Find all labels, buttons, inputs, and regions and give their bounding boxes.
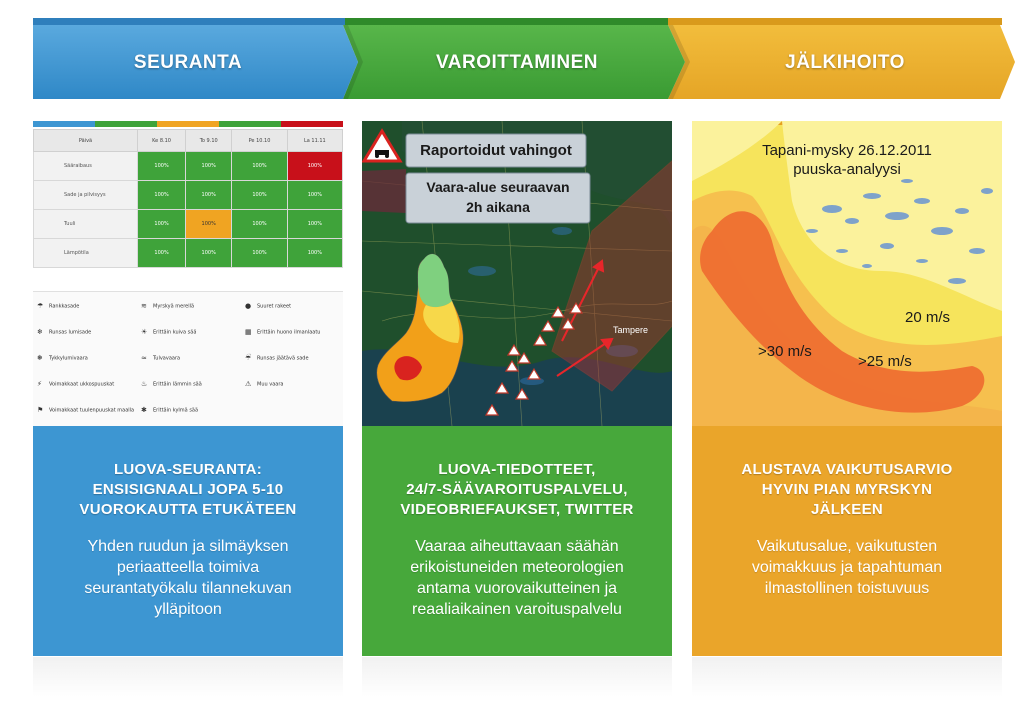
heat-icon: ♨	[141, 380, 148, 388]
table-header: To 9.10	[186, 130, 232, 152]
table-row	[34, 239, 343, 268]
table-cell: 100%	[138, 152, 186, 181]
legend-item: ⚡ Voimakkaat ukkospuuskat	[37, 380, 115, 388]
legend-item: ✱ Erittäin kylmä sää	[141, 406, 199, 414]
row-label: Sade ja pilvisyys	[34, 181, 138, 210]
table-cell: 100%	[186, 210, 232, 239]
column-body: Vaikutusalue, vaikutusten voimakkuus ja tapahtuman ilmastollinen toistuvuus	[751, 538, 943, 597]
table-cell: 100%	[186, 152, 232, 181]
table-cell: 100%	[232, 152, 287, 181]
legend-item: ⚑ Voimakkaat tuulenpuuskat maalla	[37, 406, 135, 414]
legend-item: ❄ Runsas lumisade	[37, 328, 92, 336]
stage-title-seuranta: SEURANTA	[133, 52, 243, 73]
stage-title-varoittaminen: VAROITTAMINEN	[435, 52, 598, 73]
row-label: Lämpötila	[34, 239, 138, 268]
column-seuranta	[33, 121, 343, 656]
legend-item: ❅ Tykkylumivaara	[37, 354, 88, 362]
table-header: Päivä	[34, 130, 138, 152]
table-cell: 100%	[186, 181, 232, 210]
hazard-legend	[33, 291, 343, 426]
label-danger-area: Vaara-alue seuraavan 2h aikana	[426, 179, 570, 215]
gust-analysis-map	[692, 121, 1002, 426]
table-cell: 100%	[138, 181, 186, 210]
table-header-row	[34, 130, 343, 152]
column-jalkihoito	[692, 121, 1002, 656]
thunder-icon: ⚡	[37, 380, 42, 388]
row-label: Sääraibaus	[34, 152, 138, 181]
rain-icon: ☂	[37, 302, 44, 310]
column-text-seuranta	[33, 426, 343, 656]
legend-item: ≈ Tulvavaara	[141, 354, 181, 362]
legend-item: ≋ Myrskyä merellä	[141, 302, 195, 310]
table-cell: 100%	[186, 239, 232, 268]
table-cell: 100%	[232, 181, 287, 210]
legend-item: ♨ Erittäin lämmin sää	[141, 380, 202, 388]
legend-item: ⚠ Muu vaara	[245, 380, 284, 388]
dry-icon: ☀	[141, 328, 148, 336]
table-cell: 100%	[138, 239, 186, 268]
table-cell: 100%	[232, 210, 287, 239]
flood-icon: ≈	[141, 354, 147, 362]
table-header: La 11.11	[287, 130, 342, 152]
city-label: Tampere	[613, 325, 649, 335]
reflection	[362, 657, 672, 697]
monitoring-tool-screenshot	[33, 121, 343, 426]
legend-item: ▦ Erittäin huono ilmanlaatu	[245, 328, 321, 336]
table-row	[34, 152, 343, 181]
column-heading: ALUSTAVA VAIKUTUSARVIO HYVIN PIAN MYRSKYN JÄLKEEN	[741, 461, 953, 518]
reflection	[692, 657, 1002, 697]
row-label: Tuuli	[34, 210, 138, 239]
column-heading: LUOVA-SEURANTA: ENSISIGNAALI JOPA 5-10 VUOROKAUTTA ETUKÄTEEN	[79, 461, 297, 518]
table-row	[34, 181, 343, 210]
reflection	[33, 657, 343, 697]
monitoring-table	[33, 129, 343, 268]
table-header: Pe 10.10	[232, 130, 287, 152]
column-text-jalkihoito	[692, 426, 1002, 656]
wind-icon: ⚑	[37, 406, 44, 414]
day-color-strip	[33, 121, 343, 127]
gust-label-30: >30 m/s	[758, 343, 812, 360]
snow-icon: ❄	[37, 328, 43, 336]
legend-item: ☀ Erittäin kuiva sää	[141, 328, 197, 336]
gust-map-title: Tapani-mysky 26.12.2011 puuska-analyysi	[762, 142, 932, 178]
table-header: Ke 8.10	[138, 130, 186, 152]
table-cell: 100%	[287, 239, 342, 268]
other-hazard-icon: ⚠	[245, 380, 252, 388]
cold-icon: ✱	[141, 406, 147, 414]
column-body: Yhden ruudun ja silmäyksen periaatteella toimiva seurantatyökalu tilannekuvan ylläpitoon	[84, 538, 292, 618]
table-cell: 100%	[287, 152, 342, 181]
legend-item: ● Suuret rakeet	[245, 302, 292, 310]
snow-load-icon: ❅	[37, 354, 43, 362]
stage-title-jalkihoito: JÄLKIHOITO	[785, 52, 905, 73]
storm-sea-icon: ≋	[141, 302, 147, 310]
legend-item: ☔ Runsas jäätävä sade	[245, 354, 309, 362]
legend-item: ☂ Rankkasade	[37, 302, 80, 310]
column-heading: LUOVA-TIEDOTTEET, 24/7-SÄÄVAROITUSPALVELU, VIDEOBRIEFAUKSET, TWITTER	[400, 461, 634, 518]
warning-map	[362, 121, 672, 426]
label-reported-damages: Raportoidut vahingot	[420, 142, 572, 159]
table-cell: 100%	[232, 239, 287, 268]
table-cell: 100%	[287, 210, 342, 239]
table-cell: 100%	[287, 181, 342, 210]
hail-icon: ●	[245, 302, 252, 310]
gust-label-20: 20 m/s	[905, 309, 951, 326]
gust-label-25: >25 m/s	[858, 353, 912, 370]
table-cell: 100%	[138, 210, 186, 239]
column-body: Vaaraa aiheuttavaan säähän erikoistuneiden meteorologien antama vuorovaikutteinen ja reaaliaikainen varoituspalvelu	[410, 538, 624, 618]
column-varoittaminen	[362, 121, 672, 656]
column-text-varoittaminen	[362, 426, 672, 656]
table-row	[34, 210, 343, 239]
freezing-rain-icon: ☔	[245, 354, 252, 362]
air-quality-icon: ▦	[245, 328, 252, 336]
